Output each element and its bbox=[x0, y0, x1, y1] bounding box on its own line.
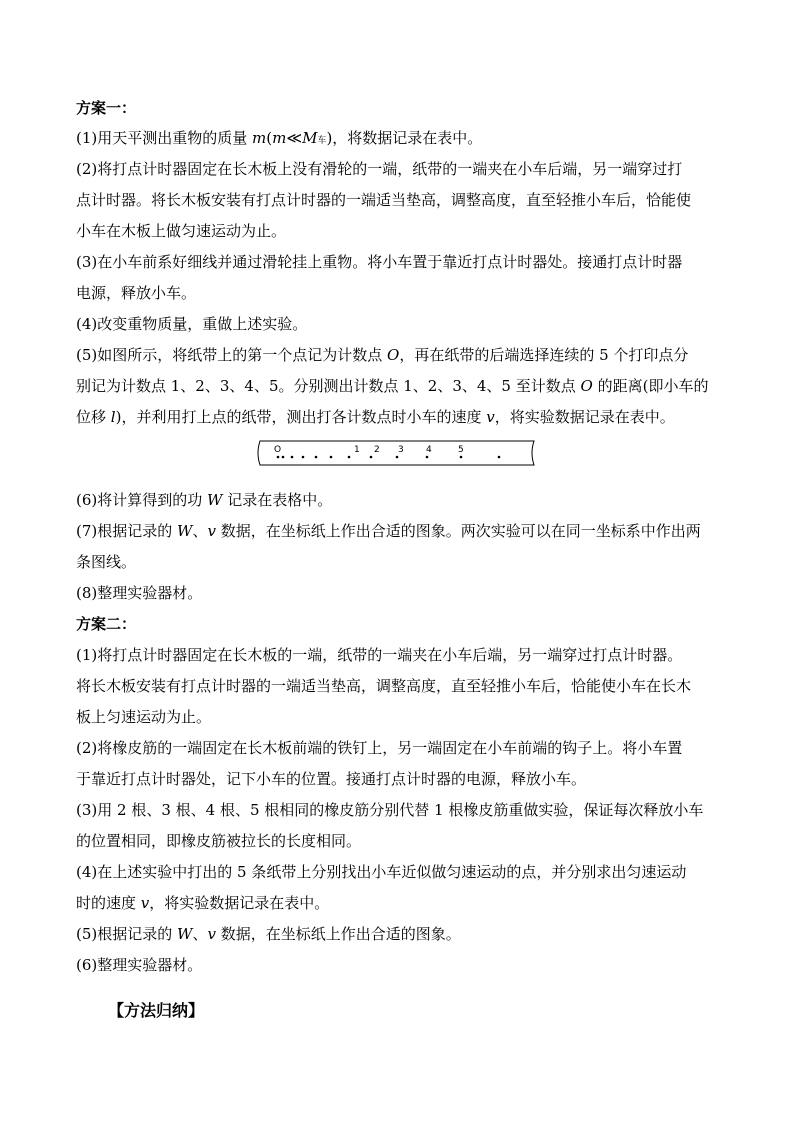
plan2-step1-line2: 将长木板安装有打点计时器的一端适当垫高，调整高度，直至轻推小车后，恰能使小车在长木 bbox=[76, 677, 692, 695]
method-summary-heading: 【方法归纳】 bbox=[108, 1001, 205, 1020]
tape-label-1: 1 bbox=[354, 445, 360, 455]
tape-dot bbox=[426, 456, 429, 459]
tape-dot bbox=[282, 456, 285, 459]
plan1-step5-line2: 别记为计数点 1、2、3、4、5。分别测出计数点 1、2、3、4、5 至计数点 O 的距离(即小车的 bbox=[76, 377, 709, 395]
plan1-step7-line2: 条图线。 bbox=[76, 553, 137, 571]
plan2-step3-line1: (3)用 2 根、3 根、4 根、5 根相同的橡皮筋分别代替 1 根橡皮筋重做实验，保证每次释放小车 bbox=[76, 801, 704, 819]
plan2-step2-line1: (2)将橡皮筋的一端固定在长木板前端的铁钉上，另一端固定在小车前端的钩子上。将小车置 bbox=[76, 739, 683, 757]
tape-dot bbox=[277, 456, 280, 459]
tape-label-4: 4 bbox=[426, 445, 432, 455]
tape-dots bbox=[277, 456, 501, 459]
tape-dot bbox=[396, 456, 399, 459]
plan2-step6: (6)整理实验器材。 bbox=[76, 956, 203, 974]
plan2-title: 方案二： bbox=[76, 615, 137, 633]
plan1-step2-line3: 小车在木板上做匀速运动为止。 bbox=[76, 222, 287, 240]
plan1-step2-line2: 点计时器。将长木板安装有打点计时器的一端适当垫高，调整高度，直至轻推小车后，恰能使 bbox=[76, 191, 692, 209]
tape-dot bbox=[291, 456, 294, 459]
plan2-step4-line2: 时的速度 v，将实验数据记录在表中。 bbox=[76, 894, 330, 912]
plan1-title: 方案一： bbox=[76, 99, 137, 117]
tape-label-O: O bbox=[274, 445, 282, 455]
plan1-step1: (1)用天平测出重物的质量 m(m≪M车)，将数据记录在表中。 bbox=[76, 129, 483, 147]
plan1-step5-line1: (5)如图所示，将纸带上的第一个点记为计数点 O，再在纸带的后端选择连续的 5 个打印点分 bbox=[76, 346, 689, 364]
plan2-step2-line2: 于靠近打点计时器处，记下小车的位置。接通打点计时器的电源，释放小车。 bbox=[76, 770, 587, 788]
plan1-step3-line1: (3)在小车前系好细线并通过滑轮挂上重物。将小车置于靠近打点计时器处。接通打点计时器 bbox=[76, 253, 683, 271]
paper-tape-svg bbox=[256, 440, 538, 466]
tape-dot bbox=[498, 456, 501, 459]
plan1-step2-line1: (2)将打点计时器固定在长木板上没有滑轮的一端，纸带的一端夹在小车后端，另一端穿过打 bbox=[76, 160, 683, 178]
tape-label-5: 5 bbox=[458, 445, 464, 455]
plan2-step1-line1: (1)将打点计时器固定在长木板的一端，纸带的一端夹在小车后端，另一端穿过打点计时器。 bbox=[76, 646, 683, 664]
tape-dot bbox=[460, 456, 463, 459]
plan2-step3-line2: 的位置相同，即橡皮筋被拉长的长度相同。 bbox=[76, 832, 362, 850]
plan1-step6: (6)将计算得到的功 W 记录在表格中。 bbox=[76, 491, 333, 509]
plan1-step7-line1: (7)根据记录的 W、v 数据，在坐标纸上作出合适的图象。两次实验可以在同一坐标系中作出两 bbox=[76, 522, 701, 540]
plan1-step4: (4)改变重物质量，重做上述实验。 bbox=[76, 315, 308, 333]
tape-dot bbox=[330, 456, 333, 459]
paper-tape-figure bbox=[256, 440, 538, 466]
plan1-step8: (8)整理实验器材。 bbox=[76, 584, 203, 602]
tape-label-3: 3 bbox=[398, 445, 404, 455]
tape-dot bbox=[302, 456, 305, 459]
tape-dot bbox=[348, 456, 351, 459]
tape-dot bbox=[315, 456, 318, 459]
plan1-step3-line2: 电源，释放小车。 bbox=[76, 284, 197, 302]
plan2-step1-line3: 板上匀速运动为止。 bbox=[76, 708, 212, 726]
plan2-step5: (5)根据记录的 W、v 数据，在坐标纸上作出合适的图象。 bbox=[76, 925, 461, 943]
plan2-step4-line1: (4)在上述实验中打出的 5 条纸带上分别找出小车近似做匀速运动的点，并分别求出匀速运动 bbox=[76, 863, 687, 881]
tape-dot bbox=[370, 456, 373, 459]
plan1-step5-line3: 位移 l)，并利用打上点的纸带，测出打各计数点时小车的速度 v，将实验数据记录在表中。 bbox=[76, 408, 675, 426]
tape-label-2: 2 bbox=[374, 445, 380, 455]
